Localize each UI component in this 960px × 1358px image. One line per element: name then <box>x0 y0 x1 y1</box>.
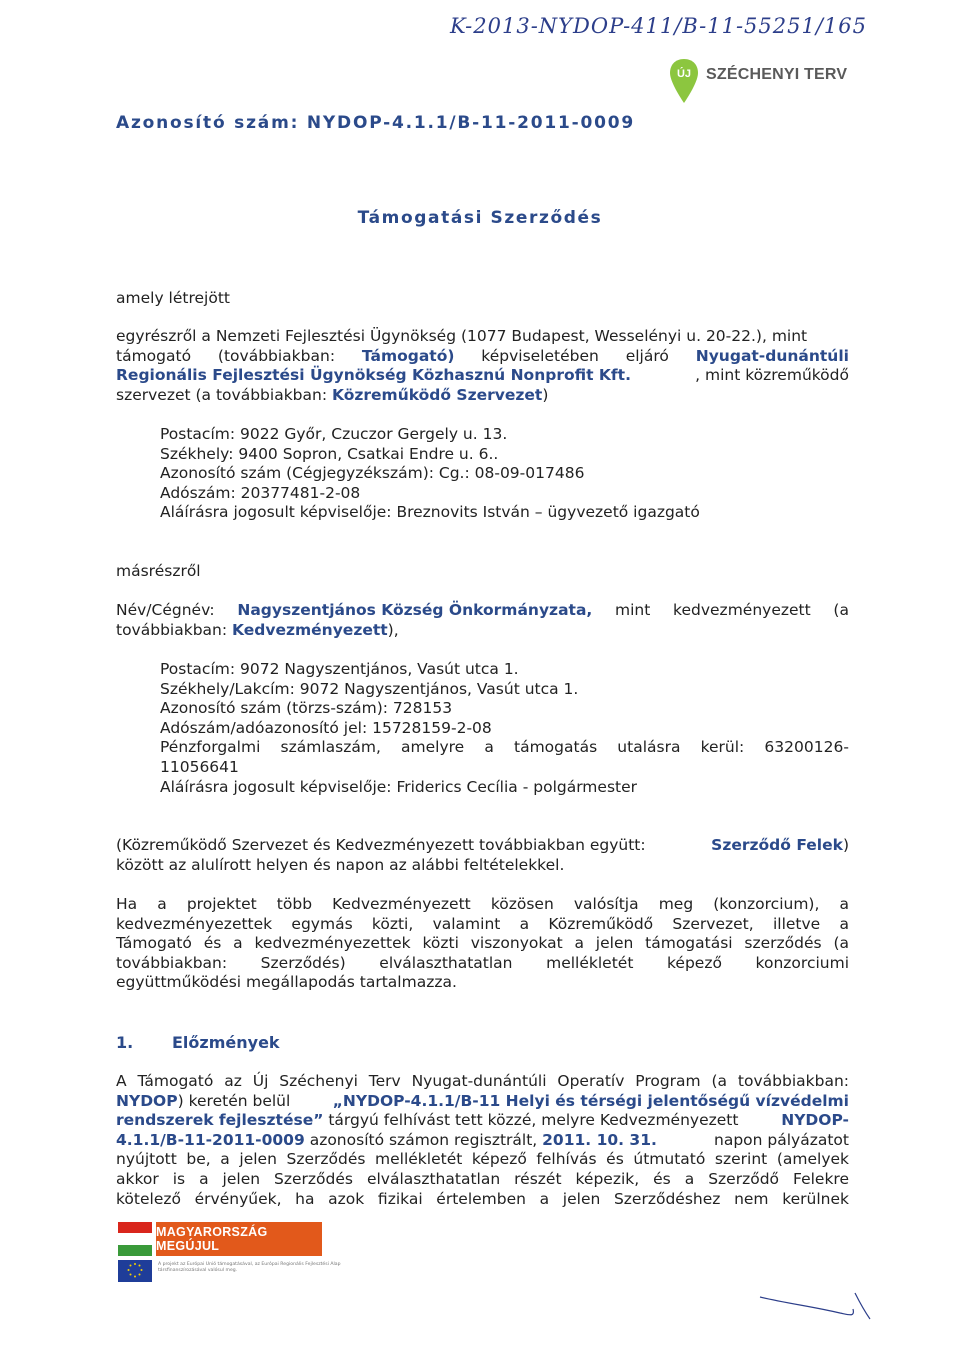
party2-szekhely: Székhely/Lakcím: 9072 Nagyszentjános, Vasút utca 1. <box>160 679 579 698</box>
szechenyi-terv-logo <box>668 57 847 105</box>
party1-line1: egyrészről a Nemzeti Fejlesztési Ügynökség (1077 Budapest, Wesselényi u. 20-22.), mint <box>116 327 808 345</box>
party2-alairas: Aláírásra jogosult képviselője: Friderics Cecília - polgármester <box>160 777 638 796</box>
logo-text: SZÉCHENYI TERV <box>706 66 848 83</box>
felek-line1: (Közreműködő Szervezet és Kedvezményezett továbbiakban együtt: Szerződő Felek) <box>116 836 849 854</box>
party1-azonosito: Azonosító szám (Cégjegyzékszám): Cg.: 08-09-017486 <box>160 464 585 483</box>
elozmenyek-line6: akkor is a jelen Szerződés elválaszthatatlan részét képezik, és a Szerződő Felekre <box>116 1169 849 1188</box>
elozmenyek-line5: nyújtott be, a jelen Szerződés mellékletét képező felhívás és útmutató szerint (amelyek <box>116 1150 849 1169</box>
section-title: Előzmények <box>172 1033 280 1052</box>
party2-bank-line2: 11056641 <box>160 757 239 776</box>
konzorcium-line4: továbbiakban: Szerződés) elválaszthatatlan mellékletét képező konzorciumi <box>116 953 849 972</box>
party1-adoszam: Adószám: 20377481-2-08 <box>160 483 361 502</box>
party2-line2: továbbiakban: Kedvezményezett), <box>116 620 399 639</box>
eu-funding-text: A projekt az Európai Unió támogatásával, az Európai Regionális Fejlesztési Alap társfinanszírozásával valósul meg. <box>158 1262 341 1273</box>
masreszrol-text: másrészről <box>116 562 201 580</box>
konzorcium-paragraph <box>116 895 849 993</box>
party1-line3: Regionális Fejlesztési Ügynökség Közhasznú Nonprofit Kft. , mint közreműködő <box>116 366 849 385</box>
section-number: 1. <box>116 1033 134 1052</box>
identifier: Azonosító szám: NYDOP-4.1.1/B-11-2011-0009 <box>116 113 636 133</box>
party1-alairas: Aláírásra jogosult képviselője: Breznovits István – ügyvezető igazgató <box>160 503 700 522</box>
szerzodo-felek-paragraph <box>116 836 849 875</box>
intro-text: amely létrejött <box>116 289 230 307</box>
party2-bank-line1: Pénzforgalmi számlaszám, amelyre a támogatás utalásra kerül: 63200126- <box>160 738 849 757</box>
elozmenyek-line2: NYDOP) keretén belül „NYDOP-4.1.1/B-11 Helyi és térségi jelentőségű vízvédelmi <box>116 1091 849 1110</box>
felek-line2: között az alulírott helyen és napon az alábbi feltételekkel. <box>116 855 565 874</box>
konzorcium-line1: Ha a projektet több Kedvezményezett közösen valósítja meg (konzorcium), a <box>116 895 849 913</box>
logo-badge: ÚJ <box>676 68 692 80</box>
signature-mark-icon <box>755 1285 885 1325</box>
party1-details <box>160 425 849 523</box>
elozmenyek-line1: A Támogató az Új Széchenyi Terv Nyugat-dunántúli Operatív Program (a továbbiakban: <box>116 1072 849 1090</box>
section-heading-elozmenyek <box>116 1033 280 1052</box>
elozmenyek-line4: 4.1.1/B-11-2011-0009 azonosító számon regisztrált, 2011. 10. 31. napon pályázatot <box>116 1130 849 1149</box>
party1-line4: szervezet (a továbbiakban: Közreműködő Szervezet) <box>116 385 549 404</box>
handwritten-reference: K-2013-NYDOP-411/B-11-55251/165 <box>450 14 868 38</box>
elozmenyek-paragraph <box>116 1072 849 1209</box>
elozmenyek-line7: kötelező érvényűek, ha azok fizikai értelemben a jelen Szerződéshez nem kerülnek <box>116 1189 849 1208</box>
elozmenyek-line3: rendszerek fejlesztése” tárgyú felhívást tett közzé, melyre Kedvezményezett NYDOP- <box>116 1111 849 1130</box>
party1-paragraph <box>116 327 849 405</box>
magyarorszag-megujul-banner: MAGYARORSZÁG MEGÚJUL <box>156 1222 322 1256</box>
party2-details <box>160 660 849 797</box>
party2-adoszam: Adószám/adóazonosító jel: 15728159-2-08 <box>160 718 492 737</box>
party2-line1: Név/Cégnév: Nagyszentjános Község Önkormányzata, mint kedvezményezett (a <box>116 601 849 619</box>
party1-szekhely: Székhely: 9400 Sopron, Csatkai Endre u. 6.. <box>160 444 499 463</box>
konzorcium-line5: együttműködési megállapodás tartalmazza. <box>116 973 457 992</box>
eu-flag-icon <box>118 1260 152 1282</box>
document-title: Támogatási Szerződés <box>357 208 603 228</box>
party1-postacim: Postacím: 9022 Győr, Czuczor Gergely u. 13. <box>160 425 508 443</box>
hungarian-flag-icon <box>118 1222 152 1256</box>
konzorcium-line3: Támogató és a kedvezményezettek közti viszonyokat a jelen támogatási szerződés (a <box>116 934 849 953</box>
party1-line2: támogató (továbbiakban: Támogató) képviseletében eljáró Nyugat-dunántúli <box>116 346 849 365</box>
party2-paragraph <box>116 601 849 640</box>
logo-pin-icon <box>668 57 700 105</box>
konzorcium-line2: kedvezményezettek egymás közti, valamint a Közreműködő Szervezet, illetve a <box>116 914 849 933</box>
party2-azonosito: Azonosító szám (törzs-szám): 728153 <box>160 699 453 718</box>
party2-postacim: Postacím: 9072 Nagyszentjános, Vasút utca 1. <box>160 660 519 678</box>
